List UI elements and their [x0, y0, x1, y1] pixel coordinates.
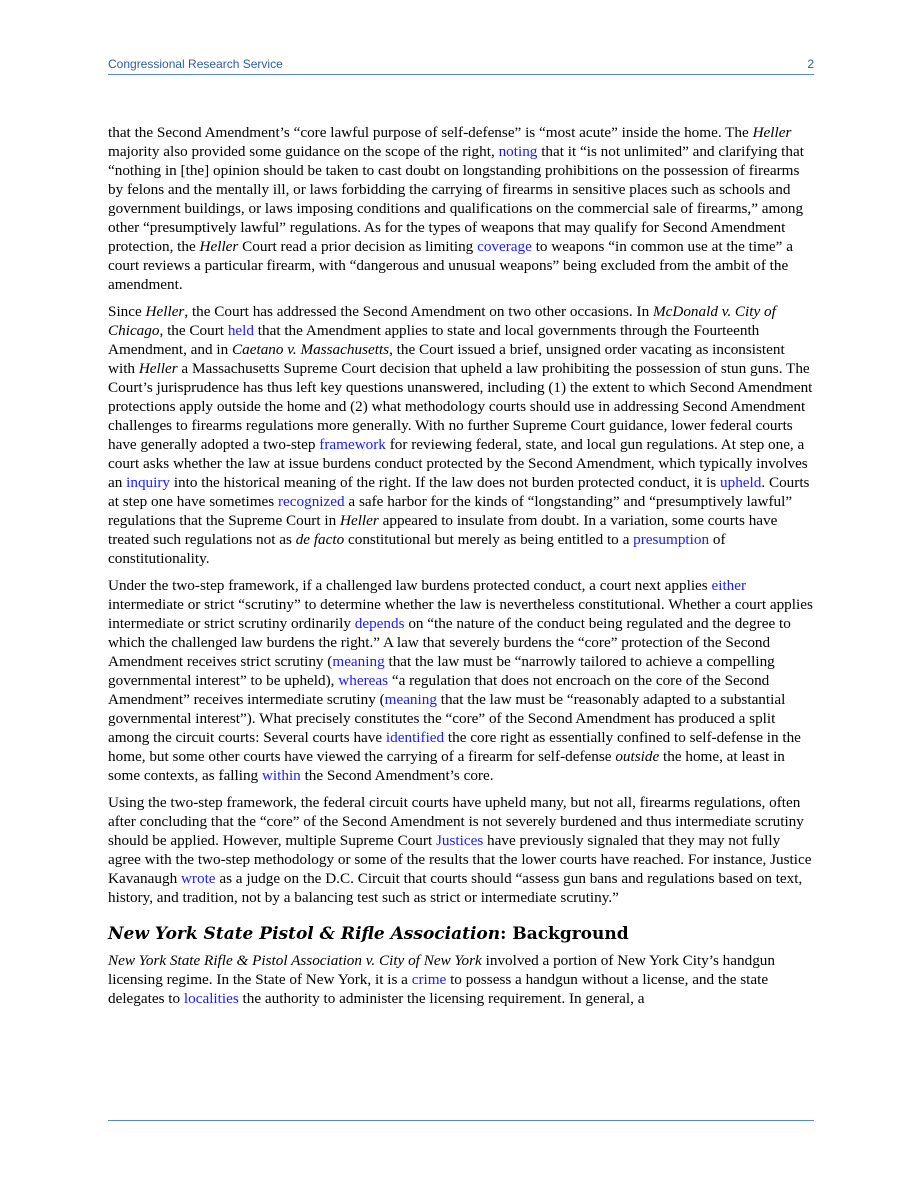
- text-run: a safe harbor for the kinds of “longstanding” and “presumptively lawful” regulations that the Supreme Court in: [108, 493, 793, 529]
- text-run: , the Court has addressed the Second Amendment on two other occasions. In: [184, 303, 653, 320]
- inline-link[interactable]: recognized: [277, 493, 345, 510]
- text-run: that the law must be “narrowly tailored to achieve a compelling governmental interest” to be upheld),: [108, 653, 775, 689]
- inline-link[interactable]: crime: [411, 971, 447, 988]
- paragraph: [108, 302, 814, 568]
- text-run: Using the two-step framework, the federal circuit courts have upheld many, but not all, firearms regulations, often after concluding that the “core” of the Second Amendment is not severely burdened and thus intermediate scrutiny should be applied. However, multiple Supreme Court: [108, 794, 804, 849]
- inline-link[interactable]: upheld: [720, 474, 762, 491]
- document-body: [108, 123, 814, 1016]
- text-run: on “the nature of the conduct being regulated and the degree to which the challenged law burdens the right.” A law that severely burdens the “core” protection of the Second Amendment receives strict scrutiny (: [108, 615, 791, 670]
- section-heading-suffix: : Background: [500, 924, 629, 944]
- italic-text: Heller: [340, 512, 379, 529]
- inline-link[interactable]: identified: [385, 729, 445, 746]
- inline-link[interactable]: wrote: [180, 870, 216, 887]
- text-run: that it “is not unlimited” and clarifying that “nothing in [the] opinion should be taken to cast doubt on longstanding prohibitions on the possession of firearms by felons and the mentally ill, or laws forbidding the carrying of firearms in sensitive places such as schools and government buildings, or laws imposing conditions and qualifications on the commercial sale of firearms,” among other “presumptively lawful” regulations. As for the types of weapons that may qualify for Second Amendment protection, the: [108, 143, 804, 255]
- italic-text: Heller: [752, 124, 792, 141]
- text-run: of constitutionality.: [108, 531, 726, 567]
- inline-link[interactable]: depends: [354, 615, 405, 632]
- inline-link[interactable]: localities: [183, 990, 239, 1007]
- section-heading: [108, 923, 814, 945]
- text-run: intermediate or strict “scrutiny” to determine whether the law is nevertheless constitutional. Whether a court applies intermediate or strict scrutiny ordinarily: [108, 596, 813, 632]
- text-run: . Courts at step one have sometimes: [108, 474, 810, 510]
- inline-link[interactable]: whereas: [338, 672, 389, 689]
- header-org-name: Congressional Research Service: [108, 57, 283, 71]
- italic-text: New York State Rifle & Pistol Association v. City of New York: [108, 952, 482, 969]
- inline-link[interactable]: presumption: [633, 531, 710, 548]
- italic-text: de facto: [295, 531, 345, 548]
- text-run: the core right as essentially confined to self-defense in the home, but some other courts have viewed the carrying of a firearm for self-defense: [108, 729, 801, 765]
- paragraph: [108, 576, 814, 785]
- text-run: into the historical meaning of the right. If the law does not burden protected conduct, it is: [170, 474, 720, 491]
- inline-link[interactable]: held: [227, 322, 254, 339]
- text-run: “a regulation that does not encroach on the core of the Second Amendment” receives intermediate scrutiny (: [108, 672, 770, 708]
- footer-rule: [108, 1120, 814, 1121]
- text-run: , the Court issued a brief, unsigned order vacating as inconsistent with: [108, 341, 785, 377]
- page-header: [108, 57, 814, 75]
- text-run: appeared to insulate from doubt. In a variation, some courts have treated such regulations not as: [108, 512, 778, 548]
- text-run: to possess a handgun without a license, and the state delegates to: [108, 971, 769, 1007]
- text-run: as a judge on the D.C. Circuit that courts should “assess gun bans and regulations based on text, history, and tradition, not by a balancing test such as strict or intermediate scrutiny.”: [108, 870, 803, 906]
- inline-link[interactable]: noting: [498, 143, 538, 160]
- text-run: Since: [108, 303, 146, 320]
- text-run: the authority to administer the licensing requirement. In general, a: [238, 990, 645, 1007]
- inline-link[interactable]: meaning: [332, 653, 385, 670]
- italic-text: McDonald v. City of Chicago: [108, 303, 776, 339]
- inline-link[interactable]: within: [261, 767, 301, 784]
- page-number: 2: [807, 57, 814, 71]
- text-run: the Second Amendment’s core.: [300, 767, 494, 784]
- text-run: that the Second Amendment’s “core lawful purpose of self-defense” is “most acute” inside the home. The: [108, 124, 753, 141]
- italic-text: outside: [615, 748, 660, 765]
- paragraph: [108, 123, 814, 294]
- paragraph: [108, 793, 814, 907]
- text-run: have previously signaled that they may not fully agree with the two-step methodology or some of the results that the lower courts have reached. For instance, Justice Kavanaugh: [108, 832, 812, 887]
- text-run: that the Amendment applies to state and local governments through the Fourteenth Amendment, and in: [108, 322, 760, 358]
- italic-text: Caetano v. Massachusetts: [232, 341, 390, 358]
- paragraphs-section-2: [108, 951, 814, 1008]
- text-run: , the Court: [159, 322, 228, 339]
- text-run: involved a portion of New York City’s handgun licensing regime. In the State of New York, it is a: [108, 952, 775, 988]
- italic-text: Heller: [138, 360, 178, 377]
- text-run: majority also provided some guidance on the scope of the right,: [108, 143, 499, 160]
- inline-link[interactable]: Justices: [435, 832, 484, 849]
- inline-link[interactable]: meaning: [384, 691, 437, 708]
- italic-text: Heller: [199, 238, 239, 255]
- section-heading-case-name: New York State Pistol & Rifle Association: [108, 924, 501, 944]
- text-run: to weapons “in common use at the time” a court reviews a particular firearm, with “dangerous and unusual weapons” being excluded from the ambit of the amendment.: [108, 238, 793, 293]
- paragraphs-section-1: [108, 123, 814, 907]
- text-run: for reviewing federal, state, and local gun regulations. At step one, a court asks whether the law at issue burdens conduct protected by the Second Amendment, which typically involves an: [108, 436, 808, 491]
- inline-link[interactable]: framework: [319, 436, 386, 453]
- text-run: constitutional but merely as being entitled to a: [344, 531, 634, 548]
- text-run: the home, at least in some contexts, as falling: [108, 748, 785, 784]
- paragraph: [108, 951, 814, 1008]
- text-run: that the law must be “reasonably adapted to a substantial governmental interest”). What precisely constitutes the “core” of the Second Amendment has produced a split among the circuit courts: Several courts have: [108, 691, 786, 746]
- inline-link[interactable]: inquiry: [126, 474, 171, 491]
- text-run: Court read a prior decision as limiting: [238, 238, 478, 255]
- italic-text: Heller: [145, 303, 185, 320]
- text-run: a Massachusetts Supreme Court decision that upheld a law prohibiting the possession of stun guns. The Court’s jurisprudence has thus left key questions unanswered, including (1) the extent to which Second Amendment protections apply outside the home and (2) what methodology courts should use in addressing Second Amendment challenges to firearms regulations more generally. With no further Supreme Court guidance, lower federal courts have generally adopted a two-step: [108, 360, 813, 453]
- text-run: Under the two-step framework, if a challenged law burdens protected conduct, a court next applies: [108, 577, 712, 594]
- inline-link[interactable]: either: [711, 577, 747, 594]
- inline-link[interactable]: coverage: [477, 238, 532, 255]
